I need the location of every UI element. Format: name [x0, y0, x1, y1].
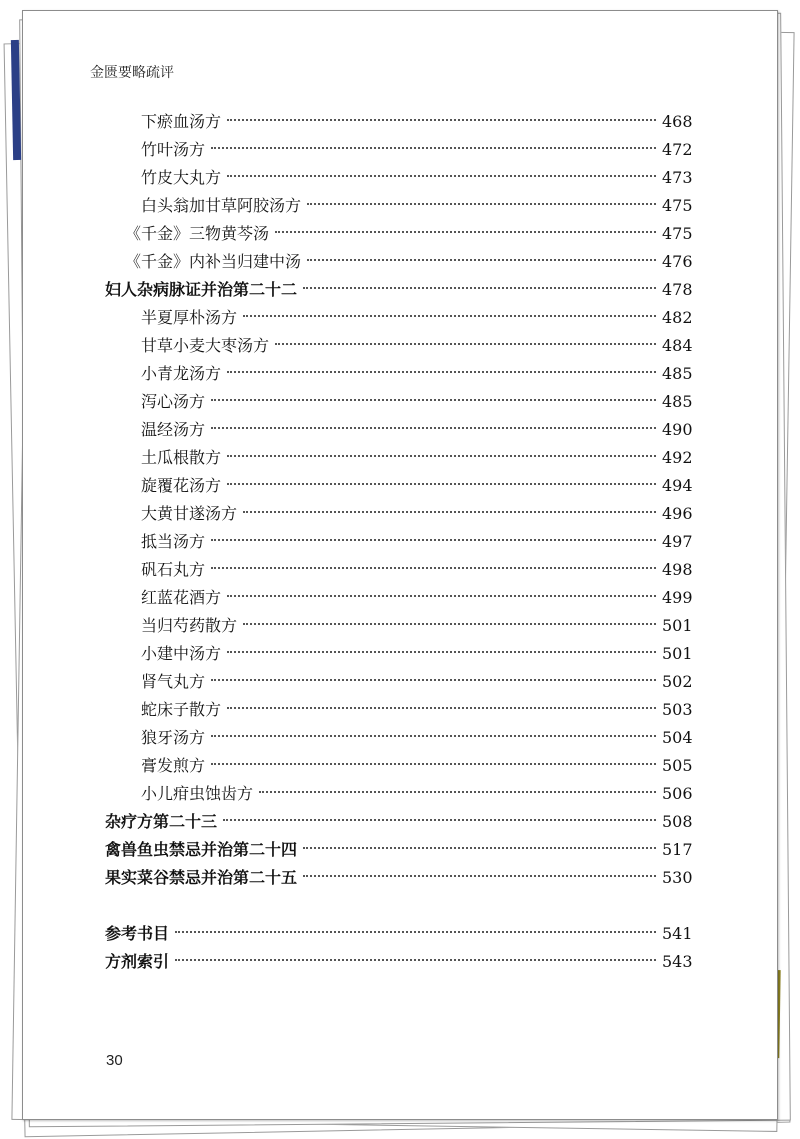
toc-entry-title: 竹皮大丸方: [141, 168, 222, 187]
toc-entry[interactable]: [105, 444, 693, 472]
toc-entry-page: 476: [662, 252, 693, 271]
toc-chapter-title: 杂疗方第二十三: [105, 812, 218, 831]
running-head: 金匮要略疏评: [90, 65, 174, 81]
dot-leader: [211, 539, 656, 541]
toc-entry-page: 482: [662, 308, 693, 327]
dot-leader: [211, 735, 656, 737]
dot-leader: [227, 119, 656, 121]
toc-entry-page: 499: [662, 588, 693, 607]
toc-entry[interactable]: [105, 304, 693, 332]
toc-chapter-page: 517: [662, 840, 693, 859]
toc-chapter[interactable]: [105, 808, 693, 836]
toc-chapter[interactable]: [105, 864, 693, 892]
toc-entry-page: 472: [662, 140, 693, 159]
dot-leader: [227, 651, 656, 653]
toc-entry[interactable]: [105, 556, 693, 584]
toc-entry-page: 496: [662, 504, 693, 523]
toc-entry-page: 468: [662, 112, 693, 131]
dot-leader: [227, 595, 656, 597]
toc-entry-page: 494: [662, 476, 693, 495]
toc-entry-page: 506: [662, 784, 693, 803]
toc-entry[interactable]: [105, 192, 693, 220]
toc-entry[interactable]: [105, 584, 693, 612]
dot-leader: [307, 203, 656, 205]
toc-entry[interactable]: [105, 724, 693, 752]
dot-leader: [303, 875, 656, 877]
dot-leader: [243, 315, 656, 317]
section-gap: [105, 892, 690, 920]
toc-entry-title: 小青龙汤方: [141, 364, 222, 383]
toc-entry[interactable]: [105, 332, 693, 360]
toc-entry[interactable]: [105, 472, 693, 500]
dot-leader: [259, 791, 656, 793]
toc-entry-title: 土瓜根散方: [141, 448, 222, 467]
toc-entry-title: 甘草小麦大枣汤方: [141, 336, 270, 355]
dot-leader: [211, 147, 656, 149]
toc-entry-title: 《千金》内补当归建中汤: [125, 252, 302, 271]
toc-entry-page: 498: [662, 560, 693, 579]
toc-entry[interactable]: [105, 752, 693, 780]
toc-entry[interactable]: [105, 668, 693, 696]
dot-leader: [227, 483, 656, 485]
toc-entry[interactable]: [105, 500, 693, 528]
toc-entry-page: 503: [662, 700, 693, 719]
dot-leader: [275, 231, 656, 233]
dot-leader: [175, 931, 656, 933]
toc-entry[interactable]: [105, 248, 693, 276]
table-of-contents: [105, 108, 693, 976]
dot-leader: [303, 287, 656, 289]
toc-entry[interactable]: [105, 220, 693, 248]
toc-entry-title: 膏发煎方: [141, 756, 206, 775]
toc-entry-title: 小建中汤方: [141, 644, 222, 663]
toc-entry-title: 红蓝花酒方: [141, 588, 222, 607]
toc-entry-title: 白头翁加甘草阿胶汤方: [141, 196, 302, 215]
toc-entry[interactable]: [105, 612, 693, 640]
toc-back-matter-title: 参考书目: [105, 924, 170, 943]
toc-chapter-page: 530: [662, 868, 693, 887]
toc-back-matter[interactable]: [105, 948, 693, 976]
toc-entry-page: 485: [662, 392, 693, 411]
toc-chapter-title: 妇人杂病脉证并治第二十二: [105, 280, 298, 299]
toc-entry-page: 473: [662, 168, 693, 187]
toc-entry[interactable]: [105, 388, 693, 416]
toc-entry-title: 小儿疳虫蚀齿方: [141, 784, 254, 803]
toc-entry-page: 485: [662, 364, 693, 383]
dot-leader: [227, 175, 656, 177]
toc-entry-page: 501: [662, 616, 693, 635]
toc-entry-title: 当归芍药散方: [141, 616, 238, 635]
toc-entry-title: 大黄甘遂汤方: [141, 504, 238, 523]
dot-leader: [303, 847, 656, 849]
toc-chapter-title: 禽兽鱼虫禁忌并治第二十四: [105, 840, 298, 859]
dot-leader: [227, 371, 656, 373]
toc-chapter[interactable]: [105, 276, 693, 304]
toc-entry-page: 475: [662, 224, 693, 243]
toc-entry-title: 旋覆花汤方: [141, 476, 222, 495]
toc-entry[interactable]: [105, 136, 693, 164]
toc-entry-page: 502: [662, 672, 693, 691]
toc-entry-page: 505: [662, 756, 693, 775]
dot-leader: [243, 511, 656, 513]
toc-back-matter-title: 方剂索引: [105, 952, 170, 971]
toc-entry-page: 475: [662, 196, 693, 215]
toc-entry-title: 下瘀血汤方: [141, 112, 222, 131]
dot-leader: [211, 427, 656, 429]
toc-entry[interactable]: [105, 528, 693, 556]
dot-leader: [227, 455, 656, 457]
toc-entry-title: 狼牙汤方: [141, 728, 206, 747]
toc-entry-title: 半夏厚朴汤方: [141, 308, 238, 327]
toc-entry[interactable]: [105, 108, 693, 136]
toc-entry-page: 501: [662, 644, 693, 663]
toc-entry-page: 490: [662, 420, 693, 439]
toc-back-matter-page: 541: [662, 924, 693, 943]
dot-leader: [211, 399, 656, 401]
dot-leader: [243, 623, 656, 625]
page-number: 30: [106, 1052, 123, 1069]
dot-leader: [223, 819, 656, 821]
toc-entry-title: 矾石丸方: [141, 560, 206, 579]
toc-entry-page: 484: [662, 336, 693, 355]
toc-entry-title: 《千金》三物黄芩汤: [125, 224, 270, 243]
dot-leader: [227, 707, 656, 709]
dot-leader: [307, 259, 656, 261]
toc-entry[interactable]: [105, 416, 693, 444]
toc-chapter-page: 508: [662, 812, 693, 831]
dot-leader: [211, 567, 656, 569]
dot-leader: [211, 679, 656, 681]
toc-chapter[interactable]: [105, 836, 693, 864]
toc-entry-page: 492: [662, 448, 693, 467]
toc-entry[interactable]: [105, 696, 693, 724]
toc-entry-title: 肾气丸方: [141, 672, 206, 691]
toc-chapter-title: 果实菜谷禁忌并治第二十五: [105, 868, 298, 887]
toc-back-matter[interactable]: [105, 920, 693, 948]
dot-leader: [175, 959, 656, 961]
toc-entry-page: 504: [662, 728, 693, 747]
dot-leader: [211, 763, 656, 765]
toc-entry-title: 蛇床子散方: [141, 700, 222, 719]
dot-leader: [275, 343, 656, 345]
toc-entry-title: 温经汤方: [141, 420, 206, 439]
toc-entry[interactable]: [105, 360, 693, 388]
toc-entry-title: 抵当汤方: [141, 532, 206, 551]
toc-entry[interactable]: [105, 780, 693, 808]
toc-back-matter-page: 543: [662, 952, 693, 971]
toc-entry-title: 竹叶汤方: [141, 140, 206, 159]
toc-entry[interactable]: [105, 164, 693, 192]
toc-entry-title: 泻心汤方: [141, 392, 206, 411]
toc-entry[interactable]: [105, 640, 693, 668]
toc-entry-page: 497: [662, 532, 693, 551]
toc-chapter-page: 478: [662, 280, 693, 299]
